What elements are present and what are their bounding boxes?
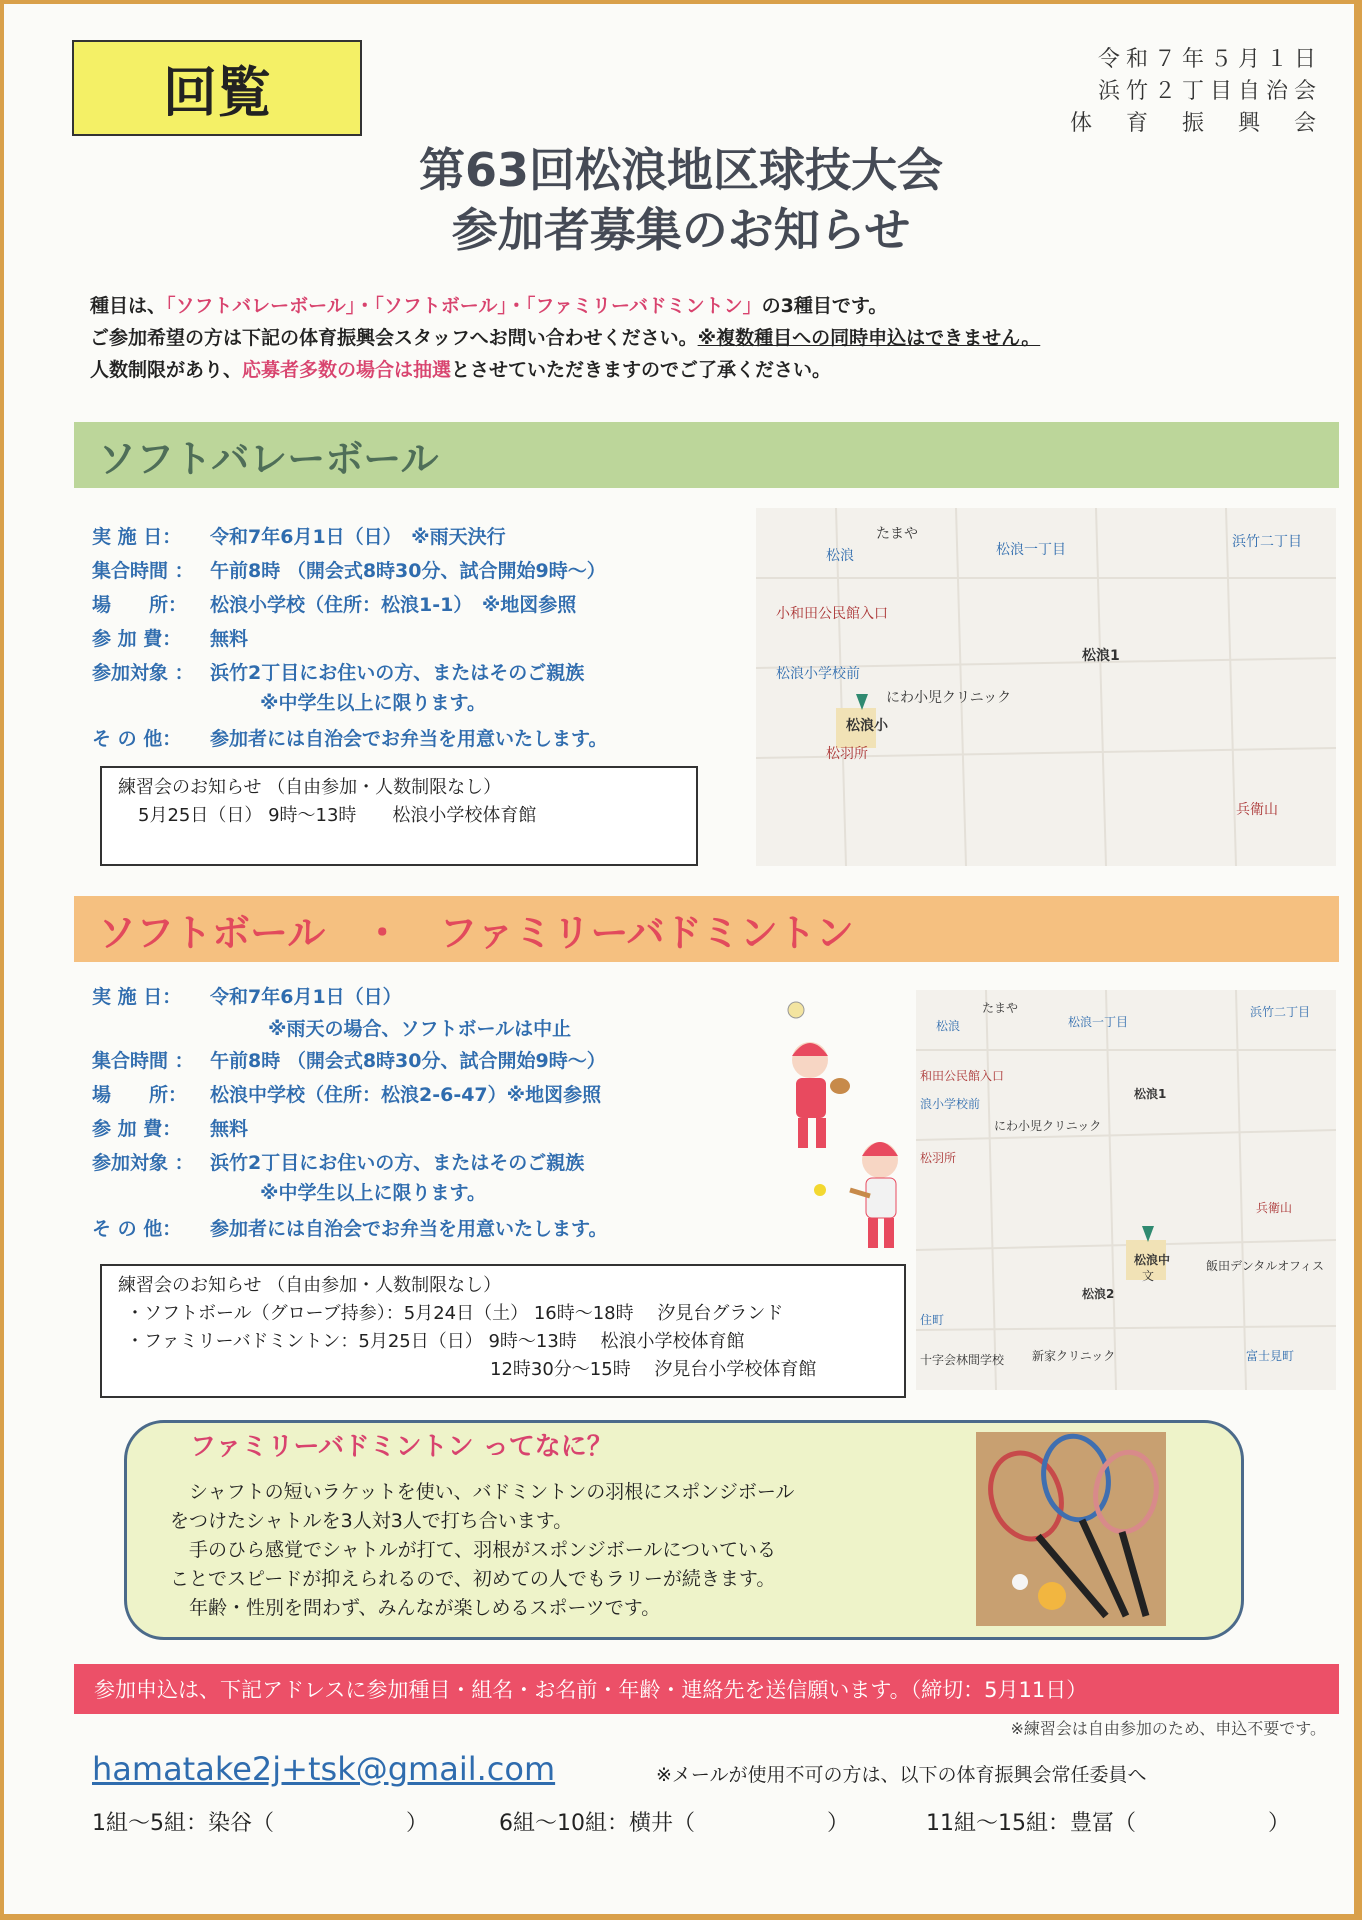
detail-label: 実 施 日： [92,986,182,1008]
lottery-note: 応募者多数の場合は抽選 [242,359,452,381]
softball-players-illustration [770,1000,920,1260]
detail-value: 浜竹2丁目にお住いの方、またはそのご親族 [210,1152,585,1174]
family-badminton-title: ファミリーバドミントン ってなに？ [190,1432,613,1462]
detail-value: 松浪中学校（住所：松浪2-6-47）※地図参照 [210,1084,602,1106]
map-label: 松浪小学校前 [776,666,860,682]
map-label: 松羽所 [920,1151,957,1165]
map-label: 富士見町 [1246,1349,1295,1363]
map-label: 松浪 [936,1019,961,1033]
detail-row [92,1044,607,1078]
description-line: をつけたシャトルを3人対3人で打ち合います。 [170,1510,573,1532]
map-label: 兵衛山 [1236,802,1278,818]
map-label: 松浪中 [1134,1253,1171,1267]
section-heading-soft-volleyball: ソフトバレーボール [74,422,1339,488]
page-title [0,140,1362,260]
detail-value: 令和7年6月1日（日） [210,986,402,1008]
description-line: ことでスピードが抑えられるので、初めての人でもラリーが続きます。 [170,1568,776,1590]
target-note: ※中学生以上に限ります。 [260,692,486,714]
map-label: 浜竹二丁目 [1250,1005,1311,1019]
detail-row [92,520,607,554]
detail-value: 参加者には自治会でお弁当を用意いたします。 [210,1218,608,1240]
detail-value: 参加者には自治会でお弁当を用意いたします。 [210,728,608,750]
detail-label: そ の 他： [92,728,182,750]
detail-row [92,1212,607,1246]
detail-label: 参 加 費： [92,1118,182,1140]
rain-note: ※雨天の場合、ソフトボールは中止 [268,1018,572,1040]
map-matsunami-elementary [756,508,1336,866]
softball-badminton-details [92,980,607,1246]
map-label: 松浪1 [1082,648,1120,664]
map-label: 兵衛山 [1256,1201,1293,1215]
description-line: 年齢・性別を問わず、みんなが楽しめるスポーツです。 [170,1597,661,1619]
map-label: 新家クリニック [1032,1349,1116,1363]
issuer-association: 浜竹２丁目自治会 [1097,79,1322,104]
map-label: 浜竹二丁目 [1232,534,1302,550]
issue-date: 令和７年５月１日 [1097,47,1322,72]
detail-label: 場 所： [92,594,188,616]
detail-row [92,722,607,756]
map-label: 浪小学校前 [920,1097,981,1111]
map-label: 松浪小 [846,718,888,734]
soft-volleyball-details [92,520,607,756]
intro-text-part: の3種目です。 [761,295,888,317]
detail-value: 令和7年6月1日（日） ※雨天決行 [210,526,506,548]
family-badminton-description [170,1478,960,1623]
practice-title: 練習会のお知らせ （自由参加・人数制限なし） [118,777,502,798]
racket-photo [976,1432,1166,1626]
group-contact: 1組～5組：染谷（ ） [92,1811,428,1836]
map-matsunami-junior-high [916,990,1336,1390]
issuer-block [1070,44,1322,140]
target-note: ※中学生以上に限ります。 [260,1182,486,1204]
map-label: たまや [982,1001,1019,1015]
detail-row [92,554,607,588]
intro-text-part: ご参加希望の方は下記の体育振興会スタッフへお問い合わせください。 [90,327,698,349]
practice-line: 12時30分～15時 汐見台小学校体育館 [490,1359,817,1380]
map-label: 小和田公民館入口 [776,606,888,622]
issuer-committee: 体 育 振 興 会 [1069,111,1322,136]
map-graphic [756,508,1336,866]
group-contact: 6組～10組：横井（ ） [499,1811,849,1836]
intro-text-part: 人数制限があり、 [90,359,243,381]
detail-row [92,622,607,656]
detail-label: そ の 他： [92,1218,182,1240]
map-label: たまや [876,526,918,542]
map-label: 飯田デンタルオフィス [1206,1259,1324,1273]
map-label: 松浪1 [1134,1087,1167,1101]
intro-text [90,290,1040,386]
committee-contacts [92,1806,1342,1837]
map-label: 松浪一丁目 [996,542,1066,558]
detail-label: 場 所： [92,1084,188,1106]
description-line: 手のひら感覚でシャトルが打て、羽根がスポンジボールについている [170,1539,777,1561]
application-note: ※練習会は自由参加のため、申込不要です。 [1010,1719,1326,1738]
practice-box-2 [100,1264,906,1398]
map-label: 松浪一丁目 [1068,1015,1129,1029]
contact-email-link[interactable]: hamatake2j+tsk@gmail.com [92,1750,556,1788]
application-banner: 参加申込は、下記アドレスに参加種目・組名・お名前・年齢・連絡先を送信願います。（締切：5月11日） [74,1664,1339,1714]
section-heading-softball-badminton: ソフトボール ・ ファミリーバドミントン [74,896,1339,962]
practice-line: ・ソフトボール（グローブ持参）：5月24日（土） 16時～18時 汐見台グランド [126,1303,784,1324]
detail-label: 集合時間 ： [92,560,194,582]
detail-label: 参 加 費： [92,628,182,650]
detail-row [92,588,607,622]
intro-text-part: 種目は、 [90,295,167,317]
detail-value: 午前8時 （開会式8時30分、試合開始9時～） [210,1050,606,1072]
practice-line: ・ファミリーバドミントン：5月25日（日） 9時～13時 松浪小学校体育館 [126,1331,745,1352]
practice-title: 練習会のお知らせ （自由参加・人数制限なし） [118,1275,502,1296]
map-graphic [916,990,1336,1390]
detail-value: 無料 [210,1118,249,1140]
map-label: 和田公民館入口 [920,1069,1005,1083]
detail-label: 実 施 日： [92,526,182,548]
detail-label: 参加対象 ： [92,1152,194,1174]
map-label: 松浪 [826,548,854,564]
practice-box-1 [100,766,698,866]
map-label: にわ小児クリニック [994,1119,1102,1133]
intro-text-part: とさせていただきますのでご了承ください。 [451,359,832,381]
title-line-2: 参加者募集のお知らせ [451,203,911,257]
kairan-label: 回覧 [72,40,362,136]
map-label: にわ小児クリニック [886,690,1012,706]
detail-row [92,656,607,690]
email-alternative-note: ※メールが使用不可の方は、以下の体育振興会常任委員へ [656,1764,1147,1786]
detail-row [92,1112,607,1146]
detail-label: 参加対象 ： [92,662,194,684]
detail-row [92,1146,607,1180]
detail-value: 午前8時 （開会式8時30分、試合開始9時～） [210,560,606,582]
group-contact: 11組～15組：豊冨（ ） [926,1811,1290,1836]
practice-line: 5月25日（日） 9時～13時 松浪小学校体育館 [138,805,537,826]
map-label: 十字会林間学校 [920,1353,1005,1367]
event-list: 「ソフトバレーボール」・「ソフトボール」・「ファミリーバドミントン」 [166,295,762,317]
detail-row [92,1078,607,1112]
detail-row [92,980,607,1014]
detail-value: 松浪小学校（住所：松浪1-1） ※地図参照 [210,594,577,616]
detail-label: 集合時間 ： [92,1050,194,1072]
map-label: 文 [1142,1269,1155,1283]
duplicate-entry-note: ※複数種目への同時申込はできません。 [697,327,1041,349]
title-line-1: 第63回松浪地区球技大会 [418,143,943,197]
description-line: シャフトの短いラケットを使い、バドミントンの羽根にスポンジボール [170,1481,795,1503]
map-label: 住町 [920,1313,945,1327]
map-label: 松浪2 [1082,1287,1115,1301]
map-label: 松羽所 [826,746,868,762]
detail-value: 無料 [210,628,249,650]
detail-value: 浜竹2丁目にお住いの方、またはそのご親族 [210,662,585,684]
